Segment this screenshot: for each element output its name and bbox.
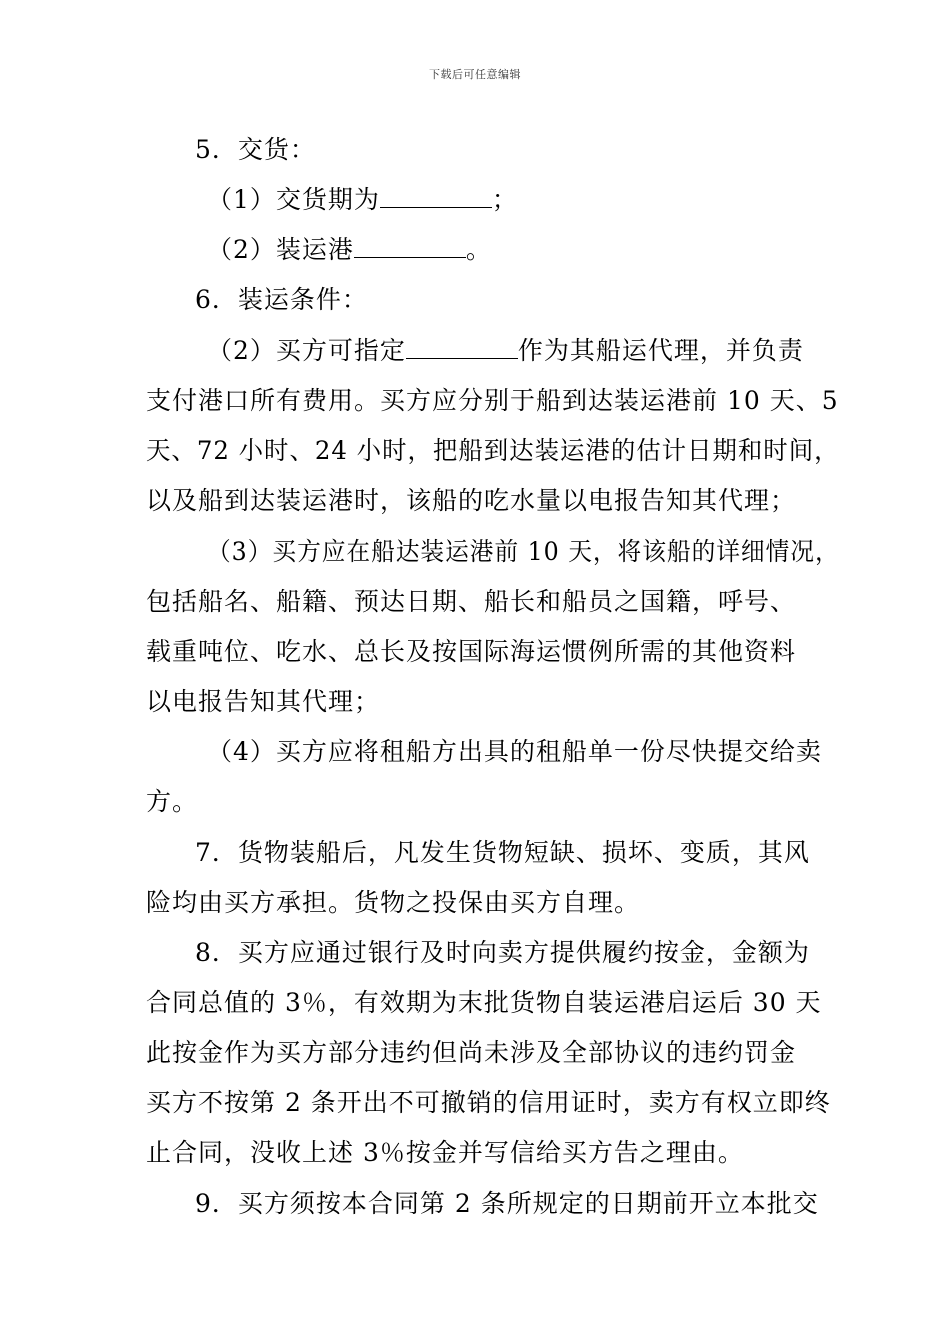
clause-6-3-line-1: （3）买方应在船达装运港前 10 天，将该船的详细情况， bbox=[207, 537, 840, 566]
section-6-heading: 6．装运条件： bbox=[195, 285, 368, 314]
clause-6-2-line-1 bbox=[207, 336, 804, 366]
shipping-agent-blank bbox=[406, 336, 518, 359]
clause-5-2 bbox=[207, 235, 492, 265]
delivery-period-blank bbox=[380, 185, 492, 208]
clause-5-1-text: （1）交货期为 bbox=[207, 185, 380, 214]
clause-5-2-end: 。 bbox=[465, 235, 492, 264]
clause-6-2-line-2: 支付港口所有费用。买方应分别于船到达装运港前 10 天、5 bbox=[146, 386, 839, 415]
clause-6-4-line-2: 方。 bbox=[146, 787, 199, 816]
clause-6-3-line-3: 载重吨位、吃水、总长及按国际海运惯例所需的其他资料 bbox=[146, 637, 797, 666]
section-8-line-2: 合同总值的 3％，有效期为末批货物自装运港启运后 30 天 bbox=[146, 988, 822, 1017]
clause-5-1-end: ； bbox=[491, 185, 518, 214]
section-8-line-5: 止合同，没收上述 3％按金并写信给买方告之理由。 bbox=[146, 1138, 744, 1167]
clause-6-4-line-1: （4）买方应将租船方出具的租船单一份尽快提交给卖 bbox=[207, 737, 822, 766]
clause-6-2-line-4: 以及船到达装运港时，该船的吃水量以电报告知其代理； bbox=[146, 486, 797, 515]
clause-6-3-line-4: 以电报告知其代理； bbox=[146, 687, 381, 716]
section-7-line-1: 7．货物装船后，凡发生货物短缺、损坏、变质，其风 bbox=[195, 838, 810, 867]
loading-port-blank bbox=[354, 235, 466, 258]
clause-6-2-text: （2）买方可指定 bbox=[207, 336, 406, 365]
clause-6-2-line-3: 天、72 小时、24 小时，把船到达装运港的估计日期和时间， bbox=[146, 436, 840, 465]
clause-5-1 bbox=[207, 185, 518, 215]
section-9-line-1: 9．买方须按本合同第 2 条所规定的日期前开立本批交 bbox=[195, 1189, 819, 1218]
section-8-line-1: 8．买方应通过银行及时向卖方提供履约按金，金额为 bbox=[195, 938, 810, 967]
section-8-line-4: 买方不按第 2 条开出不可撤销的信用证时，卖方有权立即终 bbox=[146, 1088, 831, 1117]
page-header: 下载后可任意编辑 bbox=[429, 68, 521, 81]
section-7-line-2: 险均由买方承担。货物之投保由买方自理。 bbox=[146, 888, 641, 917]
clause-6-3-line-2: 包括船名、船籍、预达日期、船长和船员之国籍，呼号、 bbox=[146, 587, 797, 616]
clause-5-2-text: （2）装运港 bbox=[207, 235, 354, 264]
clause-6-2-text-cont: 作为其船运代理，并负责 bbox=[517, 336, 804, 365]
section-8-line-3: 此按金作为买方部分违约但尚未涉及全部协议的违约罚金 bbox=[146, 1038, 797, 1067]
section-5-heading: 5．交货： bbox=[195, 135, 316, 164]
